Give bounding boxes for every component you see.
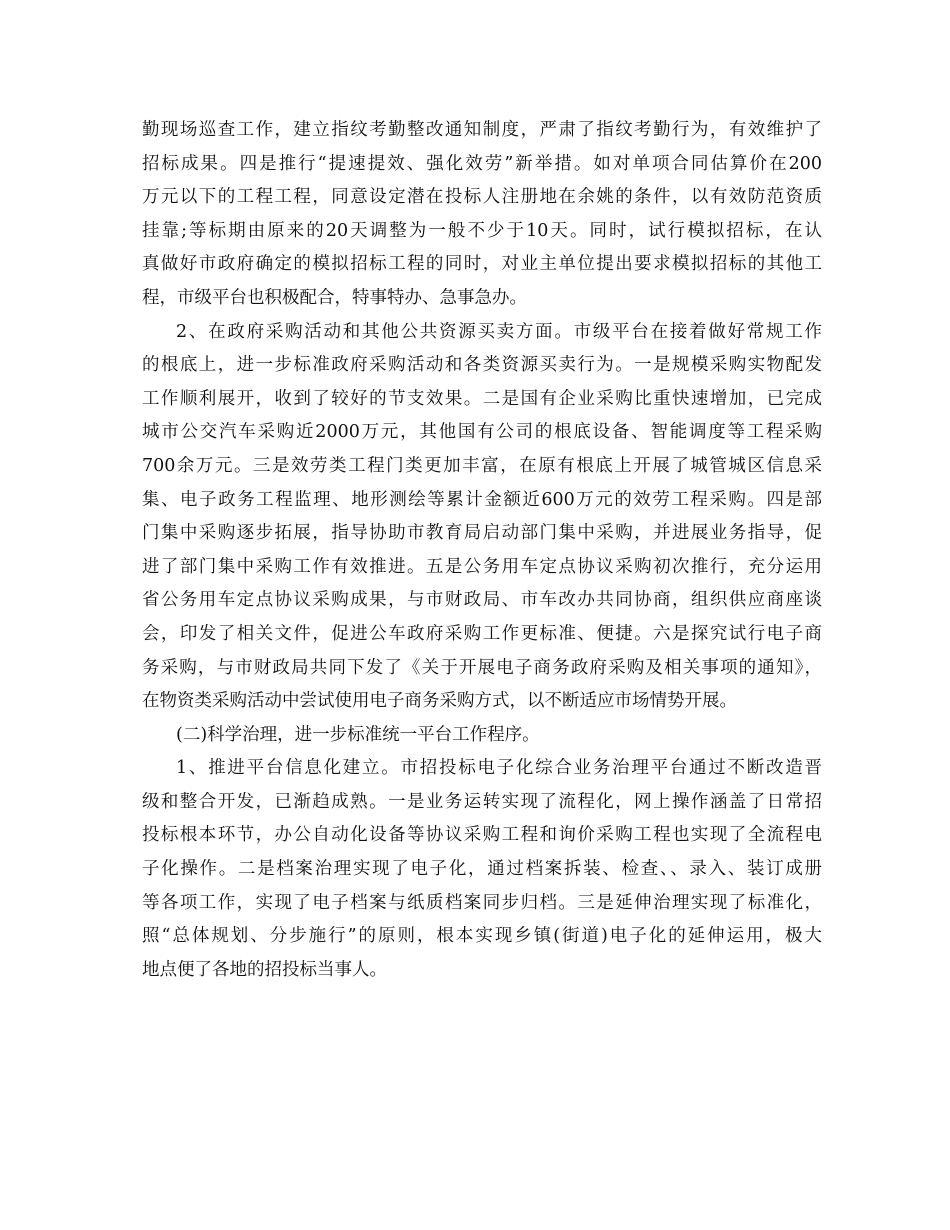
text-line: 工作顺利展开，收到了较好的节支效果。二是国有企业采购比重快速增加，已完成: [142, 388, 822, 409]
section-heading: (二)科学治理，进一步标准统一平台工作程序。: [176, 724, 540, 745]
text-line: 1、推进平台信息化建立。市招投标电子化综合业务治理平台通过不断改造晋: [176, 758, 822, 779]
text-line: 地点便了各地的招投标当事人。: [142, 959, 387, 980]
text-line: 投标根本环节，办公自动化设备等协议采购工程和询价采购工程也实现了全流程电: [142, 825, 822, 846]
text-line: 集、电子政务工程监理、地形测绘等累计金额近600万元的效劳工程采购。四是部: [142, 489, 822, 510]
text-line: 2、在政府采购活动和其他公共资源买卖方面。市级平台在接着做好常规工作: [176, 321, 822, 342]
text-line: 万元以下的工程工程，同意设定潜在投标人注册地在余姚的条件，以有效防范资质: [142, 187, 822, 208]
text-line: 的根底上，进一步标准政府采购活动和各类资源买卖行为。一是规模采购实物配发: [142, 355, 822, 376]
text-line: 真做好市政府确定的模拟招标工程的同时，对业主单位提出要求模拟招标的其他工: [142, 254, 822, 275]
text-line: 程，市级平台也积极配合，特事特办、急事急办。: [142, 287, 527, 308]
text-line: 会，印发了相关文件，促进公车政府采购工作更标准、便捷。六是探究试行电子商: [142, 623, 822, 644]
text-line: 挂靠;等标期由原来的20天调整为一般不少于10天。同时，试行模拟招标，在认: [142, 220, 822, 241]
text-line: 城市公交汽车采购近2000万元，其他国有公司的根底设备、智能调度等工程采购: [142, 422, 822, 443]
text-line: 勤现场巡查工作，建立指纹考勤整改通知制度，严肃了指纹考勤行为，有效维护了: [142, 120, 822, 140]
text-line: 700余万元。三是效劳类工程门类更加丰富，在原有根底上开展了城管城区信息采: [142, 455, 822, 476]
text-line: 招标成果。四是推行“提速提效、强化效劳”新举措。如对单项合同估算价在200: [142, 153, 822, 174]
text-line: 子化操作。二是档案治理实现了电子化，通过档案拆装、检查、、录入、装订成册: [142, 859, 822, 880]
text-line: 在物资类采购活动中尝试使用电子商务采购方式，以不断适应市场情势开展。: [142, 691, 737, 712]
text-line: 进了部门集中采购工作有效推进。五是公务用车定点协议采购初次推行，充分运用: [142, 556, 822, 577]
text-line: 照“总体规划、分步施行”的原则，根本实现乡镇(街道)电子化的延伸运用，极大: [142, 926, 822, 947]
text-line: 门集中采购逐步拓展，指导协助市教育局启动部门集中采购，并进展业务指导，促: [142, 523, 822, 544]
text-line: 省公务用车定点协议采购成果，与市财政局、市车改办共同协商，组织供应商座谈: [142, 590, 822, 611]
text-line: 务采购，与市财政局共同下发了《关于开展电子商务政府采购及相关事项的通知》，: [142, 657, 822, 678]
text-line: 级和整合开发，已渐趋成熟。一是业务运转实现了流程化，网上操作涵盖了日常招: [142, 791, 822, 812]
document-body: [142, 114, 822, 987]
text-line: 等各项工作，实现了电子档案与纸质档案同步归档。三是延伸治理实现了标准化，: [142, 892, 822, 913]
